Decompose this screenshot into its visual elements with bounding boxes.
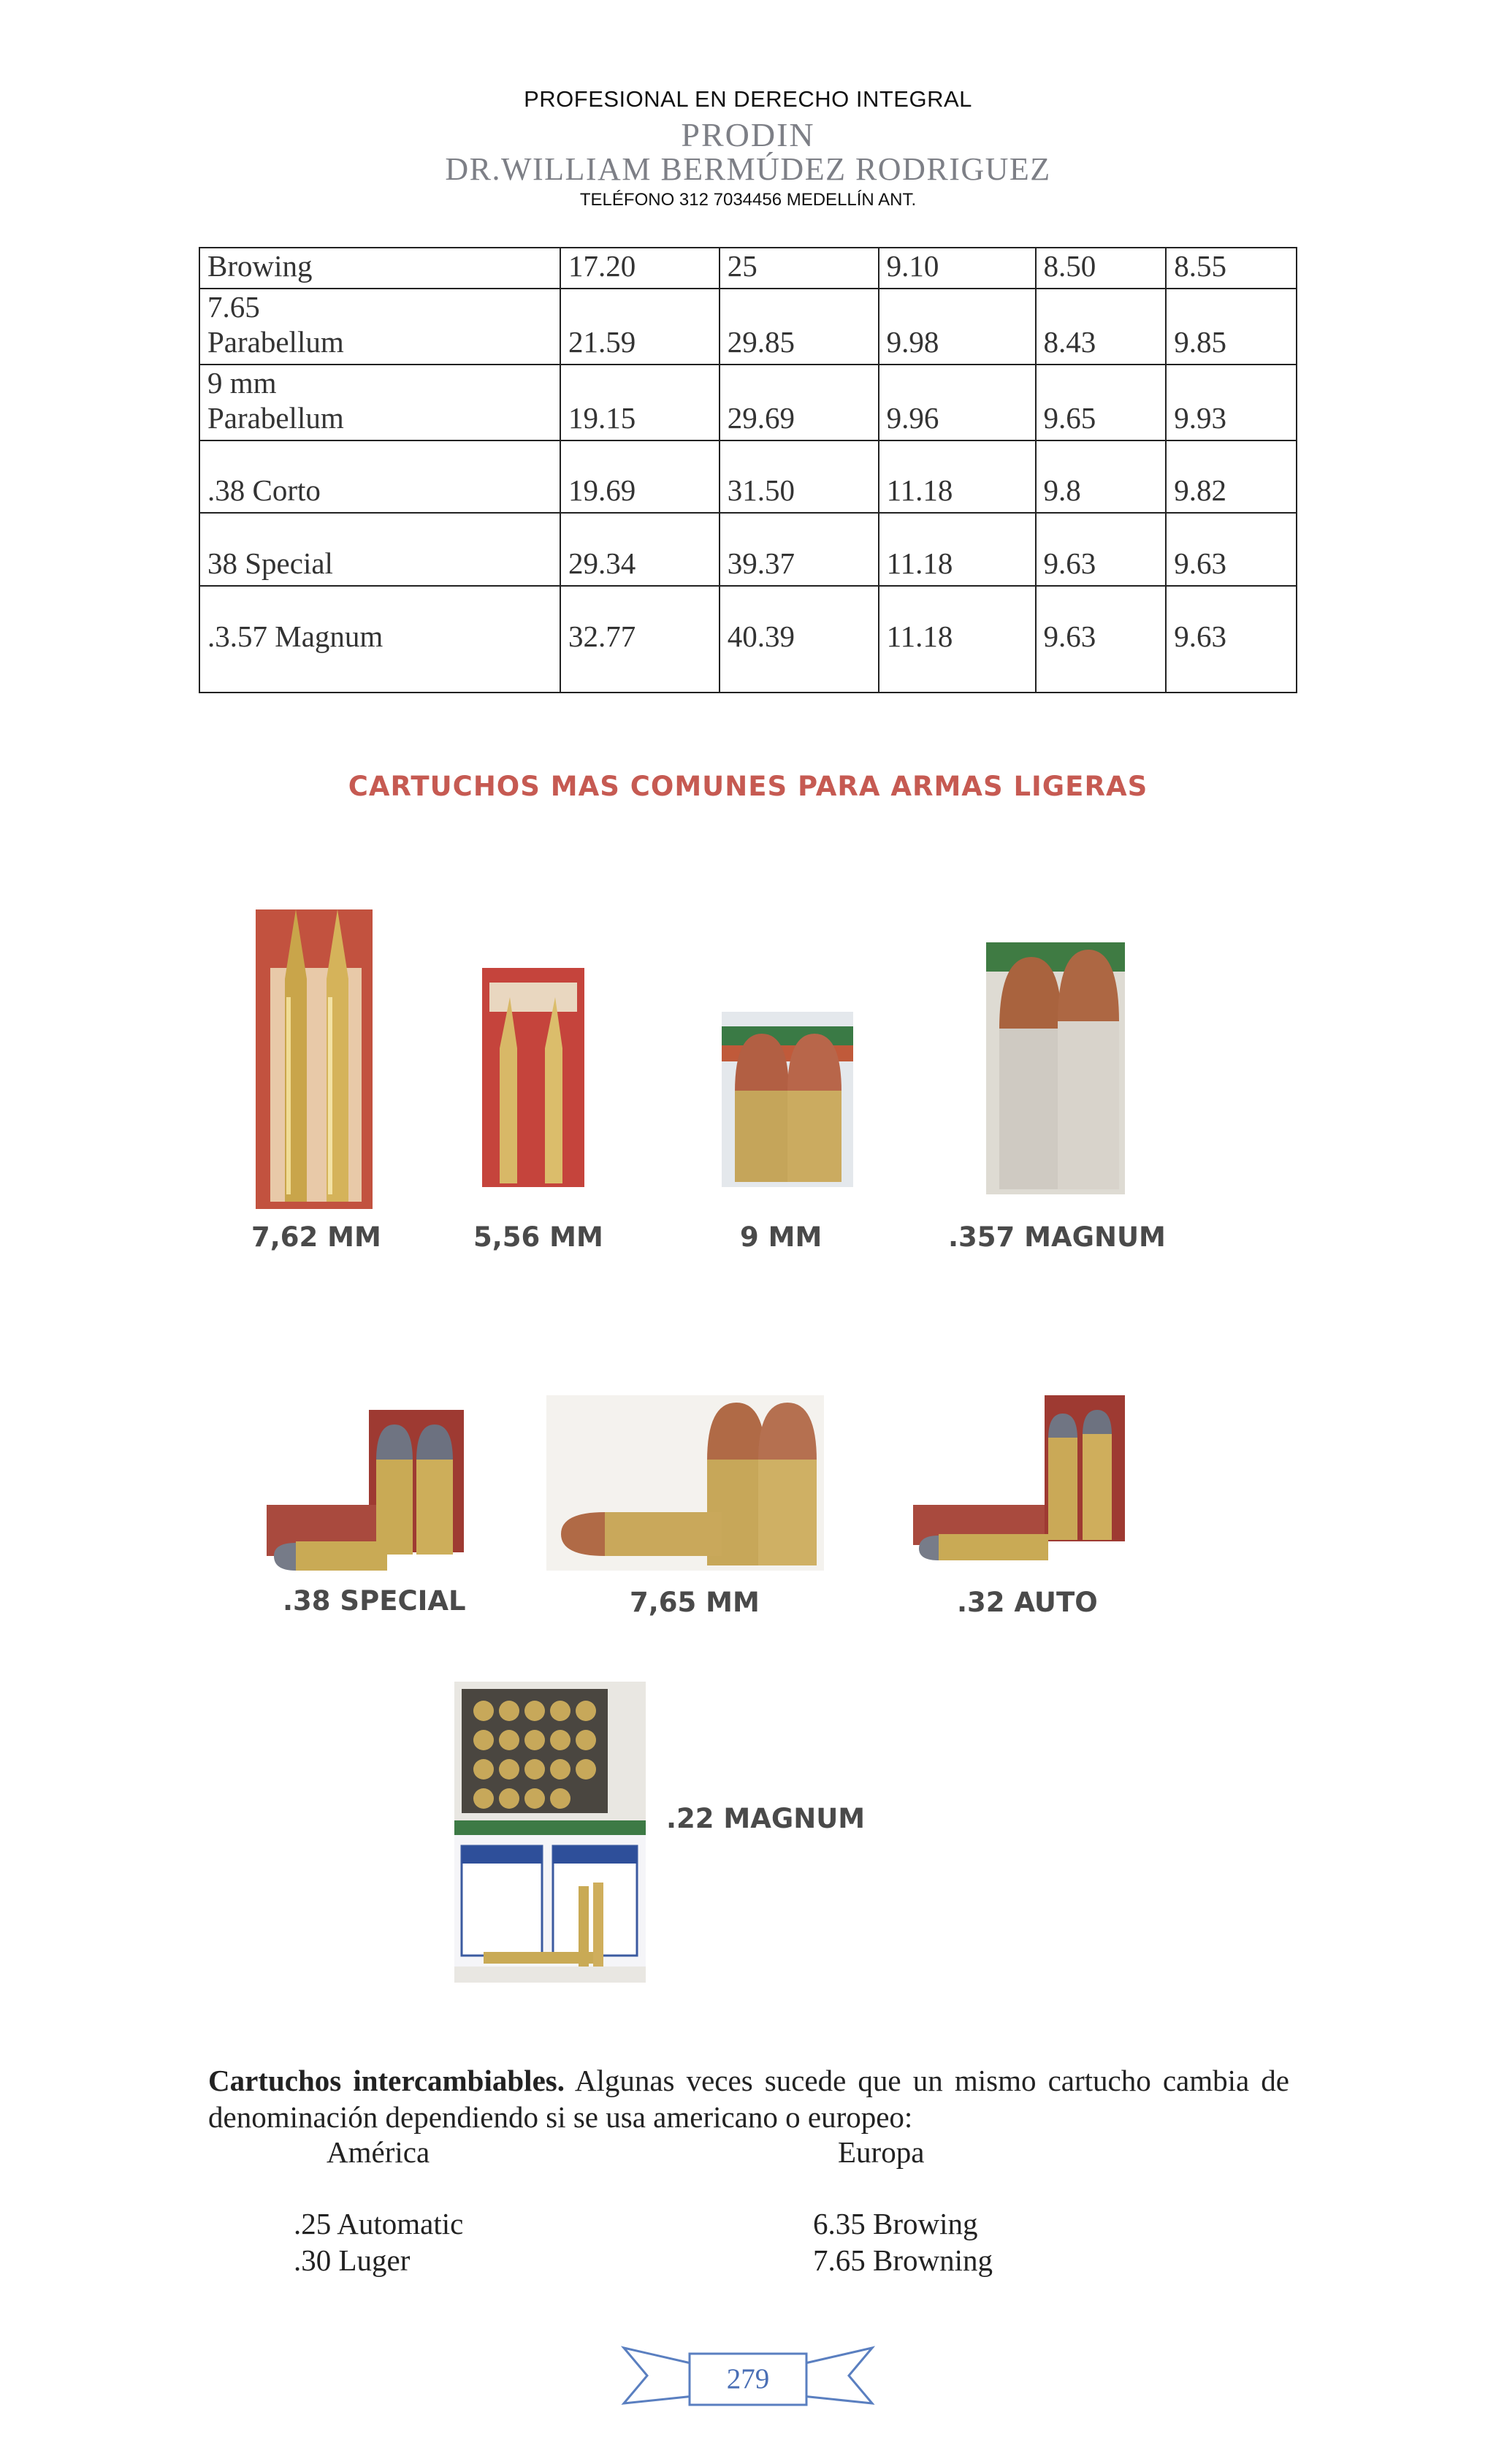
table-cell: 25 [720,248,879,289]
cartridge-38special-photo [267,1410,464,1578]
interchangeable-cartridges-paragraph [208,2062,1289,2135]
label-32-auto: .32 AUTO [957,1587,1098,1618]
table-cell-name: .38 Corto [199,440,560,513]
table-cell: 11.18 [879,440,1036,513]
label-762mm: 7,62 MM [251,1221,381,1253]
label-765mm: 7,65 MM [630,1587,760,1618]
table-cell-name: 38 Special [199,513,560,586]
table-cell: 9.85 [1166,289,1297,365]
table-cell: 21.59 [560,289,720,365]
table-cell: 32.77 [560,586,720,693]
table-cell: 9.8 [1036,440,1167,513]
table-cell: 8.43 [1036,289,1167,365]
paragraph-lead: Cartuchos intercambiables. [208,2064,565,2097]
table-cell-name: 7.65 Parabellum [199,289,560,365]
table-cell: 8.50 [1036,248,1167,289]
equivalence-america-1: .25 Automatic [294,2207,464,2240]
table-cell: 9.98 [879,289,1036,365]
equivalence-europa-2: 7.65 Browning [813,2243,993,2277]
cartridge-32auto-photo [913,1395,1125,1563]
table-cell: 9.93 [1166,365,1297,440]
table-cell: 19.15 [560,365,720,440]
table-cell: 9.63 [1036,586,1167,693]
label-22-magnum: .22 MAGNUM [666,1803,866,1834]
table-cell: 29.85 [720,289,879,365]
table-cell: 29.69 [720,365,879,440]
cartridge-556-photo [482,968,584,1187]
label-556mm: 5,56 MM [473,1221,603,1253]
table-cell: 9.82 [1166,440,1297,513]
table-cell-name: 9 mm Parabellum [199,365,560,440]
table-cell: 17.20 [560,248,720,289]
header-phone: TELÉFONO 312 7034456 MEDELLÍN ANT. [579,190,917,210]
table-row [199,513,1297,586]
table-cell: 9.63 [1036,513,1167,586]
cartridge-22magnum-photo [454,1682,646,1983]
table-cell-name: Browing [199,248,560,289]
label-9mm: 9 MM [740,1221,823,1253]
table-cell: 19.69 [560,440,720,513]
paragraph-body: Algunas veces sucede que un mismo cartucho cambia de denominación dependiendo si se usa americano o europeo: [208,2064,1289,2134]
table-row [199,440,1297,513]
cartridge-762-photo [256,909,373,1209]
table-cell: 9.65 [1036,365,1167,440]
label-357-magnum: .357 MAGNUM [948,1221,1166,1253]
header-acronym: PRODIN [681,116,815,153]
table-cell: 9.63 [1166,586,1297,693]
table-cell: 31.50 [720,440,879,513]
header-firm-name: PROFESIONAL EN DERECHO INTEGRAL [524,86,972,112]
column-header-europa: Europa [838,2135,925,2169]
table-cell: 11.18 [879,513,1036,586]
table-cell: 9.63 [1166,513,1297,586]
table-row [199,248,1297,289]
table-cell: 9.10 [879,248,1036,289]
table-cell: 29.34 [560,513,720,586]
table-cell: 40.39 [720,586,879,693]
page-number: 279 [726,2363,770,2395]
page-number-ribbon [621,2343,875,2414]
cartridge-765-photo [546,1395,824,1571]
header-author: DR.WILLIAM BERMÚDEZ RODRIGUEZ [445,151,1051,187]
cartridge-dimensions-table [199,247,1297,693]
table-cell: 8.55 [1166,248,1297,289]
cartridge-9mm-photo [722,1012,853,1187]
table-cell: 39.37 [720,513,879,586]
table-cell: 11.18 [879,586,1036,693]
label-38-special: .38 SPECIAL [283,1585,466,1617]
table-cell-name: .3.57 Magnum [199,586,560,693]
equivalence-america-2: .30 Luger [294,2243,411,2277]
figure-title: CARTUCHOS MAS COMUNES PARA ARMAS LIGERAS [348,771,1148,802]
equivalence-europa-1: 6.35 Browing [813,2207,978,2240]
table-row [199,586,1297,693]
table-row [199,365,1297,440]
table-cell: 9.96 [879,365,1036,440]
column-header-america: América [327,2135,430,2169]
table-row [199,289,1297,365]
cartridge-357-photo [986,942,1125,1194]
